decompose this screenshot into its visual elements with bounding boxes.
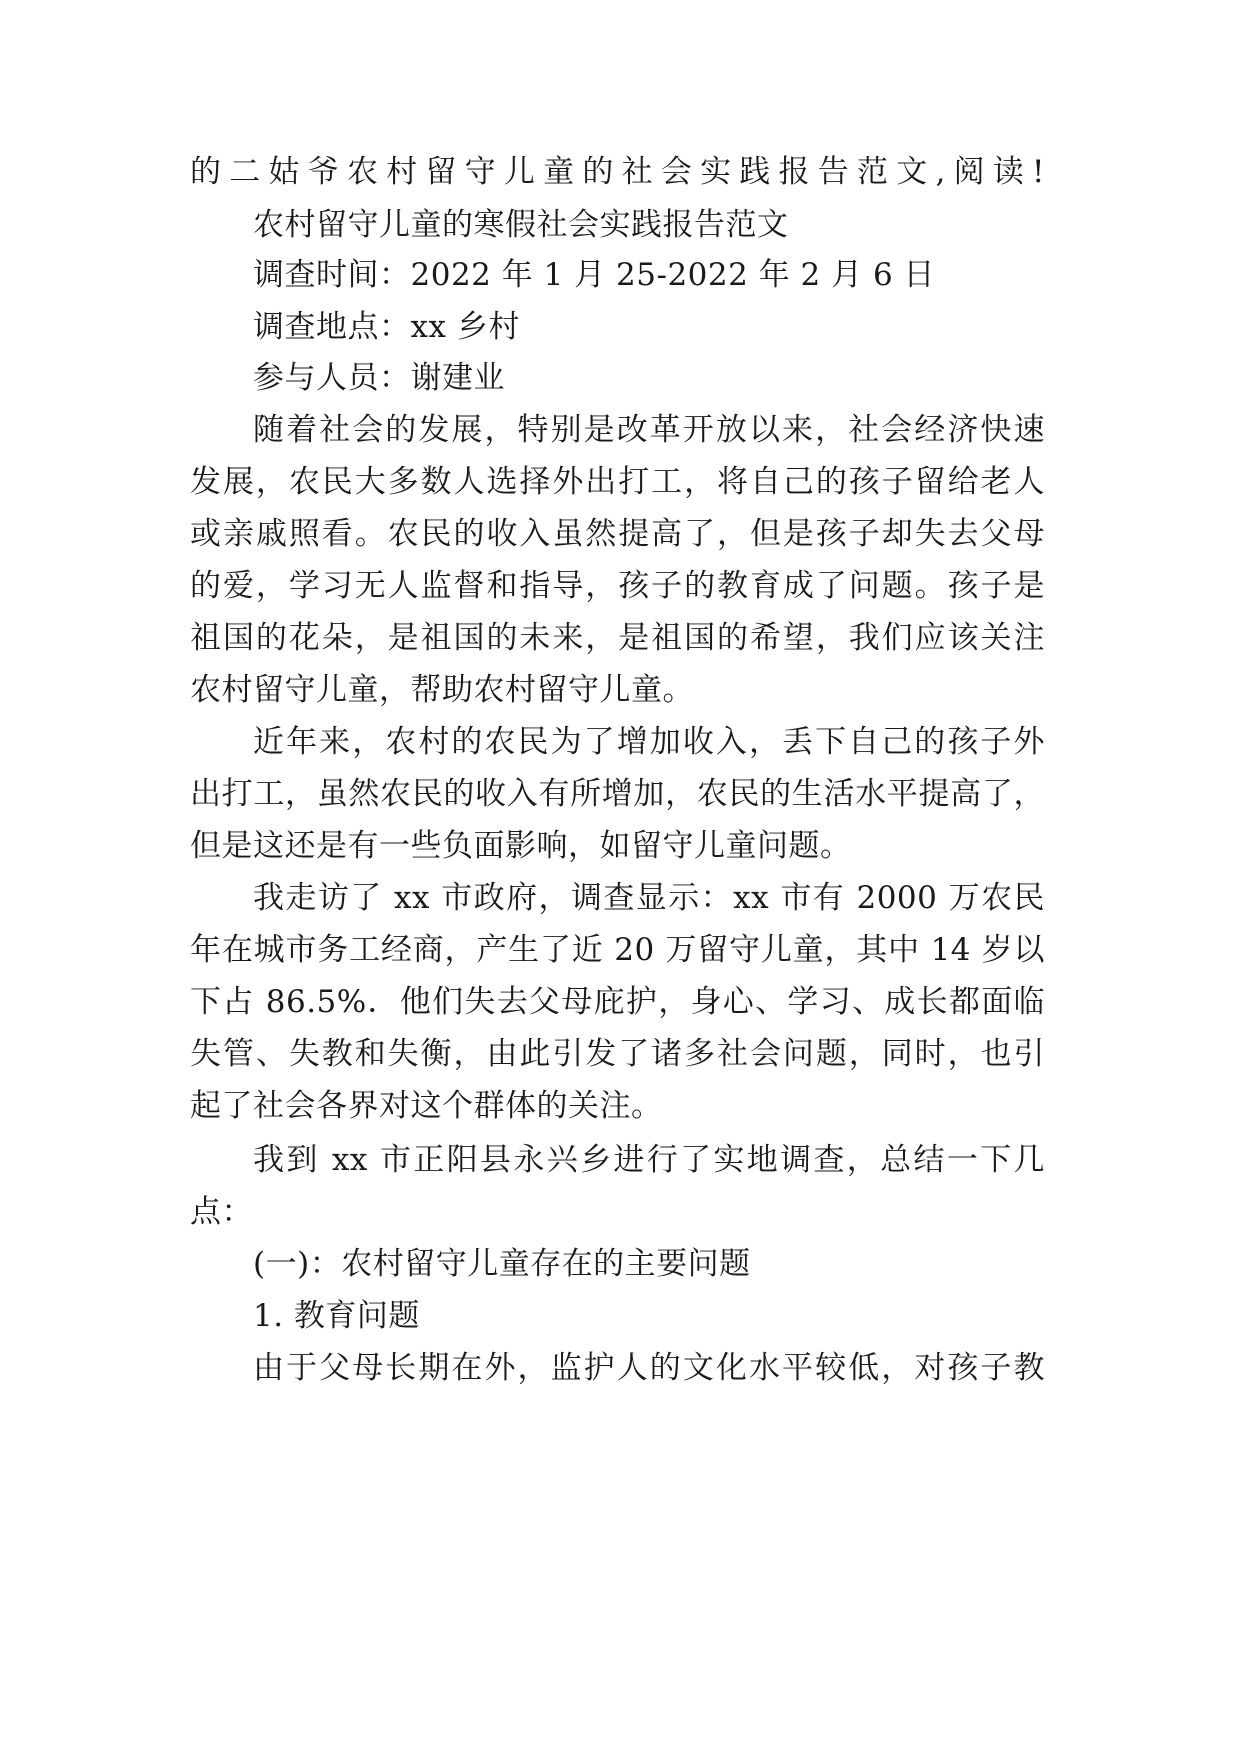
text-line: 随着社会的发展，特别是改革开放以来，社会经济快速 [253, 412, 1045, 448]
text-line: 农村留守儿童，帮助农村留守儿童。 [190, 672, 694, 708]
text-line: 点： [190, 1194, 253, 1230]
text-line: 下占 86.5%．他们失去父母庇护，身心、学习、成长都面临 [190, 984, 1045, 1020]
text-line: 年在城市务工经商，产生了近 20 万留守儿童，其中 14 岁以 [190, 932, 1045, 968]
text-line: 发展，农民大多数人选择外出打工，将自己的孩子留给老人 [190, 464, 1045, 500]
text-line: 但是这还是有一些负面影响，如留守儿童问题。 [190, 828, 852, 864]
text-line: 我走访了 xx 市政府，调查显示：xx 市有 2000 万农民 [253, 880, 1045, 916]
survey-time: 调查时间：2022 年 1 月 25-2022 年 2 月 6 日 [253, 257, 936, 293]
participants: 参与人员：谢建业 [253, 360, 505, 396]
text-line: 的爱，学习无人监督和指导，孩子的教育成了问题。孩子是 [190, 568, 1045, 604]
text-line: 失管、失教和失衡，由此引发了诸多社会问题，同时，也引 [190, 1036, 1045, 1072]
survey-location: 调查地点：xx 乡村 [253, 309, 520, 345]
text-line: 近年来，农村的农民为了增加收入，丢下自己的孩子外 [253, 724, 1045, 760]
text-line: 由于父母长期在外，监护人的文化水平较低，对孩子教 [253, 1350, 1045, 1386]
text-line: 我到 xx 市正阳县永兴乡进行了实地调查，总结一下几 [253, 1142, 1045, 1178]
text-line: 的二姑爷农村留守儿童的社会实践报告范文,阅读! [190, 154, 1045, 190]
report-title: 农村留守儿童的寒假社会实践报告范文 [253, 207, 789, 243]
text-line: 起了社会各界对这个群体的关注。 [190, 1088, 663, 1124]
subsection-heading: 1. 教育问题 [253, 1298, 420, 1334]
text-line: 出打工，虽然农民的收入有所增加，农民的生活水平提高了， [190, 776, 1045, 812]
text-line: 祖国的花朵，是祖国的未来，是祖国的希望，我们应该关注 [190, 620, 1045, 656]
section-heading: (一)：农村留守儿童存在的主要问题 [253, 1246, 751, 1282]
text-line: 或亲戚照看。农民的收入虽然提高了，但是孩子却失去父母 [190, 516, 1045, 552]
